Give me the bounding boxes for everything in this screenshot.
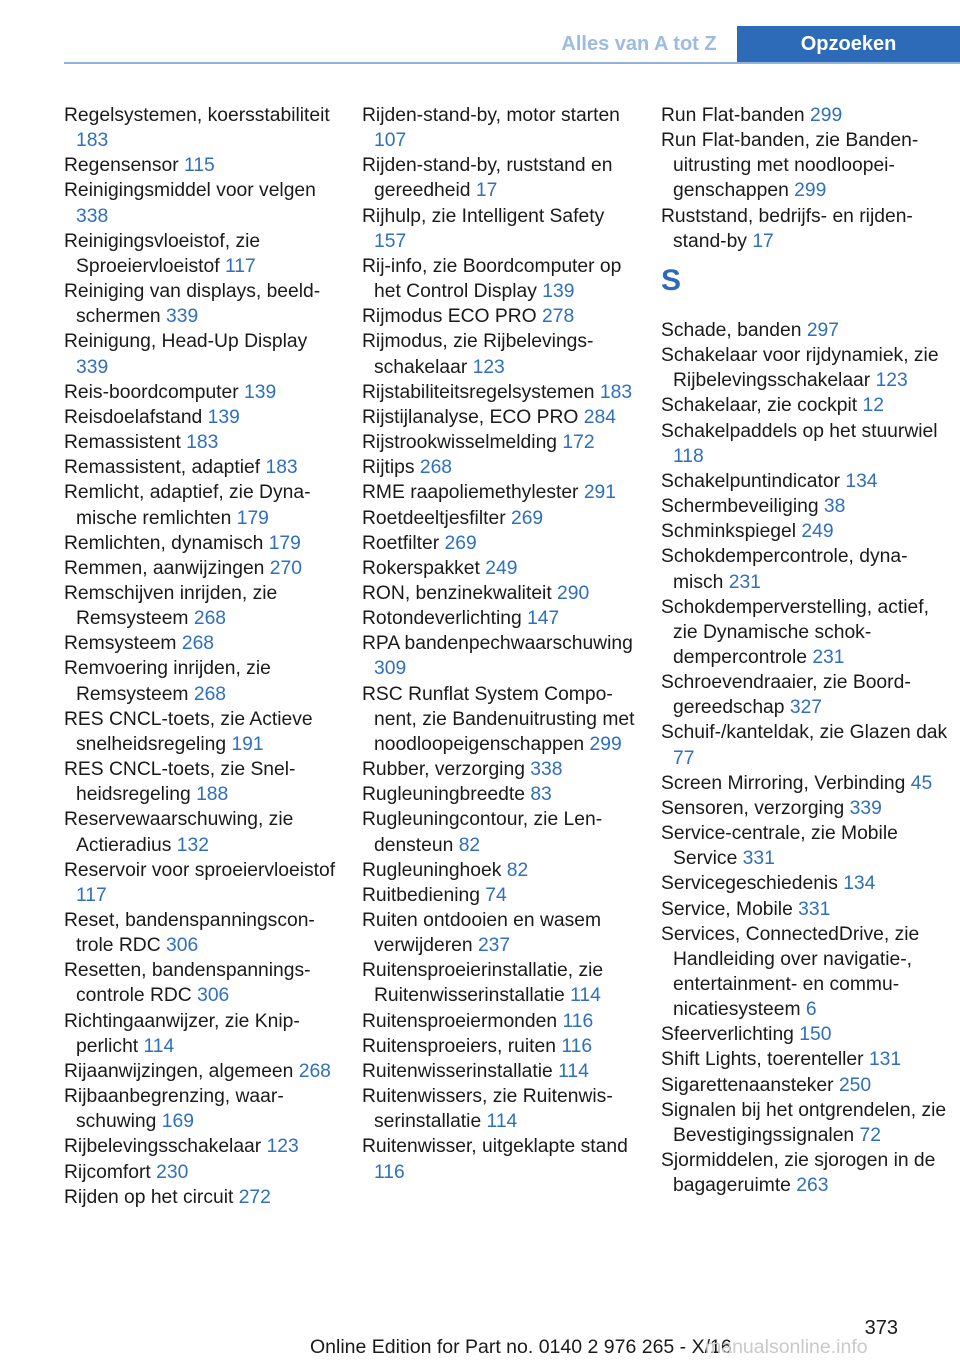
page-reference-link[interactable]: 116 [562,1010,594,1032]
index-entry-label: Rugleuninghoek [362,859,507,881]
index-entry-label: Reservoir voor sproeiervloeistof [64,859,336,881]
page-reference-link[interactable]: 191 [231,733,264,755]
page-reference-link[interactable]: 157 [374,230,407,252]
index-entry-label: Rijtips [362,457,420,479]
page-reference-link[interactable]: 77 [673,747,695,769]
index-entry-label: Service, Mobile [661,898,799,920]
index-entry-label: Ruitenwissers, zie Ruitenwisserinstallatie [362,1086,613,1133]
page-reference-link[interactable]: 134 [845,470,878,492]
index-column-3 [661,103,951,1198]
page-reference-link[interactable]: 6 [805,999,817,1021]
index-entry [362,480,640,505]
index-entry [661,103,951,128]
page-reference-link[interactable]: 297 [806,319,839,341]
index-entry-label: Remassistent, adaptief [64,457,266,479]
page-reference-link[interactable]: 183 [599,381,633,403]
index-entry [661,1022,951,1047]
index-entry [362,581,640,606]
index-entry-label: Shift Lights, toerenteller [661,1049,869,1071]
page-reference-link[interactable]: 268 [193,608,227,630]
index-entry-label: Roetdeeltjesfilter [362,507,511,529]
index-entry [64,1134,342,1159]
index-entry [661,519,951,544]
index-entry [362,883,640,908]
index-entry [64,631,342,656]
index-entry [362,1134,640,1184]
page-reference-link[interactable]: 268 [298,1060,331,1082]
index-entry-label: Ruitenwisser, uitgeklapte stand [362,1136,628,1158]
index-entry [362,606,640,631]
header-rule [64,62,960,64]
page-reference-link[interactable]: 250 [838,1074,872,1096]
index-entry-label: Rijstabiliteitsregelsystemen [362,381,600,403]
page-reference-link[interactable]: 338 [76,205,109,227]
page-reference-link[interactable]: 268 [419,457,453,479]
index-entry [362,531,640,556]
index-entry [64,556,342,581]
index-entry-label: Reisdoelafstand [64,406,208,428]
index-entry-label: Servicegeschiedenis [661,873,844,895]
page-reference-link[interactable]: 249 [801,521,834,543]
index-entry-label: Ruitensproeiermonden [362,1010,563,1032]
index-entry-label: Reinigingsvloeistof, zie Sproeiervloeistof [64,230,261,277]
index-entry [661,494,951,519]
index-entry-label: Ruststand, bedrijfs- en rijden-stand-by [661,205,913,252]
page-reference-link[interactable]: 114 [570,985,601,1007]
page-reference-link[interactable]: 249 [485,557,518,579]
index-entry [64,757,342,807]
index-entry [64,656,342,706]
index-entry-label: Run Flat-banden, zie Bandenuitrusting met noodloopeigenschappen [661,130,919,202]
index-entry [362,405,640,430]
index-entry [661,821,951,871]
page-reference-link[interactable]: 172 [562,432,595,454]
index-entry-label: Rijhulp, zie Intelligent Safety [362,205,605,227]
index-entry [362,757,640,782]
index-entry-label: Ruitensproeiers, ruiten [362,1035,562,1057]
index-entry [362,430,640,455]
page-reference-link[interactable]: 270 [269,557,302,579]
index-column-2 [362,103,640,1185]
page-reference-link[interactable]: 339 [76,356,109,378]
page-reference-link[interactable]: 188 [196,784,229,806]
watermark-logo-text: manualsonline.info [705,1336,868,1358]
index-entry [64,430,342,455]
index-entry-label: Rijden-stand-by, motor starten [362,105,620,126]
index-entry-label: Rijstijlanalyse, ECO PRO [362,406,584,428]
page-reference-link[interactable]: 116 [561,1035,593,1057]
index-entry [362,682,640,757]
page-reference-link[interactable]: 290 [557,582,590,604]
index-entry [362,380,640,405]
page-reference-link[interactable]: 291 [583,482,616,504]
index-entry-label: Reiniging van displays, beeldschermen [64,281,321,328]
index-entry-label: Screen Mirroring, Verbinding [661,772,911,794]
index-entry [362,506,640,531]
index-entry [661,128,951,203]
index-entry [661,796,951,821]
index-entry [362,1034,640,1059]
page-reference-link[interactable]: 114 [143,1035,175,1057]
index-entry [661,393,951,418]
index-entry [64,380,342,405]
index-entry-label: Remmen, aanwijzingen [64,557,270,579]
index-entry-label: RSC Runflat System Component, zie Bandenuitrusting met noodloopeigenschappen [362,683,635,755]
page-reference-link[interactable]: 269 [444,532,477,554]
page-reference-link[interactable]: 17 [752,230,774,252]
index-entry-label: Service-centrale, zie Mobile Service [661,823,898,870]
index-entry [661,897,951,922]
page-reference-link[interactable]: 139 [542,281,575,303]
index-entry [661,1047,951,1072]
index-entry-label: Reinigung, Head-Up Display [64,331,308,353]
index-entry [362,1059,640,1084]
page-reference-link[interactable]: 117 [224,255,256,277]
index-column-1 [64,103,342,1210]
section-letter: S [661,263,682,297]
index-entry-label: Rijbaanbegrenzing, waarschuwing [64,1086,284,1133]
page-reference-link[interactable]: 45 [910,772,933,794]
page-reference-link[interactable]: 272 [238,1186,271,1208]
index-entry-label: Roetfilter [362,532,445,554]
page-reference-link[interactable]: 299 [794,180,827,202]
index-entry [661,1073,951,1098]
index-entry [362,103,640,153]
index-entry-label: Rijaanwijzingen, algemeen [64,1060,299,1082]
index-entry [661,419,951,469]
index-entry-label: Rokerspakket [362,557,486,579]
index-entry-label: Schokdempercontrole, dynamisch [661,546,908,593]
page-reference-link[interactable]: 268 [181,633,215,655]
index-entry-label: Schakelpuntindicator [661,470,846,492]
index-entry-label: Rijbelevingsschakelaar [64,1136,267,1158]
page-reference-link[interactable]: 123 [266,1136,299,1158]
index-entry-label: Reis-boordcomputer [64,381,245,403]
index-entry-label: RPA bandenpechwaarschuwing [362,633,633,655]
page-reference-link[interactable]: 299 [589,733,622,755]
page-reference-link[interactable]: 131 [868,1049,902,1071]
page-reference-link[interactable]: 123 [472,356,505,378]
index-entry [661,469,951,494]
index-entry-label: Rubber, verzorging [362,759,531,781]
page-reference-link[interactable]: 278 [542,306,575,328]
tab-opzoeken[interactable]: Opzoeken [737,26,960,62]
index-entry-label: Remassistent [64,432,187,454]
index-entry [64,229,342,279]
index-entry-label: Regelsystemen, koersstabiliteit [64,105,330,126]
index-entry-label: Rijstrookwisselmelding [362,432,563,454]
page-reference-link[interactable]: 132 [176,834,209,856]
page-reference-link[interactable]: 339 [849,797,882,819]
index-entry-label: Reservewaarschuwing, zie Actieradius [64,809,294,856]
index-entry [362,858,640,883]
index-entry-label: Remschijven inrijden, zie Remsysteem [64,582,278,630]
index-entry-label: Schminkspiegel [661,521,802,543]
index-entry-label: Schroevendraaier, zie Boordgereedschap [661,672,911,719]
index-entry-label: Rugleuningbreedte [362,784,531,806]
page-reference-link[interactable]: 179 [268,532,301,554]
index-entry [64,329,342,379]
index-entry-label: Rugleuningcontour, zie Lendensteun [362,809,603,856]
index-entry [64,581,342,631]
index-entry-label: Remvoering inrijden, zie Remsysteem [64,658,271,705]
index-entry [362,455,640,480]
index-entry [64,807,342,857]
index-entry [362,329,640,379]
page-reference-link[interactable]: 139 [244,381,277,403]
index-entry [64,405,342,430]
index-entry-label: RON, benzinekwaliteit [362,582,558,604]
index-entry [661,544,951,594]
index-entry [362,153,640,203]
page-reference-link[interactable]: 83 [530,784,552,806]
index-entry-label: Schuif-/kanteldak, zie Glazen dak [661,722,948,744]
page-reference-link[interactable]: 269 [510,507,544,529]
page-reference-link[interactable]: 169 [161,1111,194,1133]
page-reference-link[interactable]: 231 [812,646,845,668]
index-entry-label: Rij-info, zie Boordcomputer op het Control Display [362,255,622,303]
index-entry [64,908,342,958]
index-entry [64,153,342,178]
page-reference-link[interactable]: 263 [796,1175,829,1197]
index-entry-label: Regensensor [64,155,185,177]
page-reference-link[interactable]: 183 [186,432,219,454]
index-entry-label: Sensoren, verzorging [661,797,850,819]
index-entry [64,531,342,556]
index-entry-label: Rijcomfort [64,1161,157,1183]
page-reference-link[interactable]: 107 [374,130,407,152]
page-reference-link[interactable]: 74 [485,884,507,906]
index-entry [64,958,342,1008]
index-entry [64,279,342,329]
index-entry-label: Rijmodus, zie Rijbelevingsschakelaar [362,331,594,378]
index-entry [362,782,640,807]
index-entry-label: RES CNCL-toets, zie Snelheidsregeling [64,759,296,806]
page-reference-link[interactable]: 12 [862,395,884,417]
page-reference-link[interactable]: 118 [673,445,704,467]
index-entry-label: Schakelpaddels op het stuurwiel [661,420,938,442]
page-reference-link[interactable]: 306 [166,935,199,957]
page-reference-link[interactable]: 134 [843,873,876,895]
index-entry [64,103,342,153]
index-entry [362,958,640,1008]
index-entry-label: Reset, bandenspanningscontrole RDC [64,910,315,957]
index-entry-label: Remlicht, adaptief, zie Dynamische remlichten [64,482,311,529]
page-reference-link[interactable]: 231 [728,571,761,593]
page-reference-link[interactable]: 339 [166,306,199,328]
index-entry-label: RES CNCL-toets, zie Actieve snelheidsregeling [64,708,313,755]
index-entry-label: Ruiten ontdooien en wasem verwijderen [362,910,602,957]
index-entry [661,771,951,796]
page-reference-link[interactable]: 338 [530,759,563,781]
index-entry-label: Schokdemperverstelling, actief, zie Dynamische schokdempercontrole [661,596,929,668]
index-entry-label: Schermbeveiliging [661,496,824,518]
index-entry [64,1059,342,1084]
page-reference-link[interactable]: 82 [506,859,529,881]
index-entry-label: Rijmodus ECO PRO [362,306,542,328]
index-entry-label: Services, ConnectedDrive, zie Handleiding over navigatie-, entertainment- en communicatiesysteem [661,923,920,1021]
page-reference-link[interactable]: 117 [76,884,107,906]
index-entry [661,871,951,896]
page-reference-link[interactable]: 331 [798,898,831,920]
index-entry-label: Rotondeverlichting [362,608,528,630]
page-reference-link[interactable]: 139 [207,406,240,428]
footer-edition-text: Online Edition for Part no. 0140 2 976 265 - X/16 [310,1336,732,1358]
page-reference-link[interactable]: 179 [236,507,269,529]
index-entry [64,858,342,908]
index-entry [362,1009,640,1034]
page-reference-link[interactable]: 115 [184,155,215,177]
index-entry [661,670,951,720]
index-entry [64,178,342,228]
index-entry [661,343,951,393]
index-entry [661,318,951,343]
index-entry [64,1009,342,1059]
page-reference-link[interactable]: 306 [197,985,230,1007]
index-entry [64,1084,342,1134]
page-reference-link[interactable]: 17 [475,180,498,202]
index-entry-label: Signalen bij het ontgrendelen, zie Bevestigingssignalen [661,1099,947,1146]
index-entry-label: Schakelaar voor rijdynamiek, zie Rijbelevingsschakelaar [661,345,939,392]
index-entry [362,807,640,857]
index-entry [362,631,640,681]
index-entry-label: Schade, banden [661,319,807,341]
index-entry [661,1098,951,1148]
page-reference-link[interactable]: 123 [875,370,908,392]
index-entry-label: Ruitensproeierinstallatie, zie Ruitenwisserinstallatie [362,960,604,1007]
index-entry-label: Sigarettenaansteker [661,1074,839,1096]
page-reference-link[interactable]: 237 [477,935,511,957]
index-entry [362,908,640,958]
index-entry [362,204,640,254]
index-entry [362,556,640,581]
page-reference-link[interactable]: 116 [374,1161,405,1183]
page-reference-link[interactable]: 38 [823,496,846,518]
index-entry-label: Reinigingsmiddel voor velgen [64,180,316,202]
page-reference-link[interactable]: 268 [193,683,227,705]
index-entry [64,707,342,757]
page-reference-link[interactable]: 309 [374,658,407,680]
page-reference-link[interactable]: 72 [859,1124,881,1146]
page-reference-link[interactable]: 183 [76,130,109,152]
index-entry [661,922,951,1023]
index-entry-label: Run Flat-banden [661,105,810,126]
index-entry [661,1148,951,1198]
index-entry-label: Ruitbediening [362,884,486,906]
index-entry [661,204,951,254]
index-entry [64,1160,342,1185]
index-entry-label: Remsysteem [64,633,182,655]
page-reference-link[interactable]: 327 [789,697,823,719]
page-reference-link[interactable]: 82 [458,834,481,856]
index-entry-label: Sjormiddelen, zie sjorogen in de bagageruimte [661,1150,936,1197]
page-reference-link[interactable]: 230 [156,1161,189,1183]
index-entry [64,1185,342,1210]
index-entry-label: Ruitenwisserinstallatie [362,1060,559,1082]
page-reference-link[interactable]: 114 [558,1060,589,1082]
index-entry-label: Schakelaar, zie cockpit [661,395,863,417]
page-reference-link[interactable]: 299 [810,105,843,126]
index-entry [64,455,342,480]
index-entry-label: Rijden-stand-by, ruststand en gereedheid [362,155,613,202]
page-reference-link[interactable]: 147 [527,608,560,630]
index-entry [661,720,951,770]
index-entry-label: Rijden op het circuit [64,1186,239,1208]
page-reference-link[interactable]: 183 [265,457,298,479]
page-number: 373 [864,1317,898,1339]
index-entry [362,1084,640,1134]
page-reference-link[interactable]: 284 [583,406,616,428]
index-entry-label: Remlichten, dynamisch [64,532,269,554]
page-reference-link[interactable]: 331 [742,848,775,870]
index-entry-label: RME raapoliemethylester [362,482,584,504]
index-entry [64,480,342,530]
index-entry-label: Sfeerverlichting [661,1024,800,1046]
index-entry-label: Richtingaanwijzer, zie Knipperlicht [64,1010,300,1057]
page-reference-link[interactable]: 150 [799,1024,832,1046]
index-entry-label: Resetten, bandenspanningscontrole RDC [64,960,311,1007]
index-entry [362,304,640,329]
tab-alles-van-a-tot-z[interactable]: Alles van A tot Z [561,32,717,55]
page-reference-link[interactable]: 114 [486,1111,518,1133]
index-entry [362,254,640,304]
index-entry [661,595,951,670]
